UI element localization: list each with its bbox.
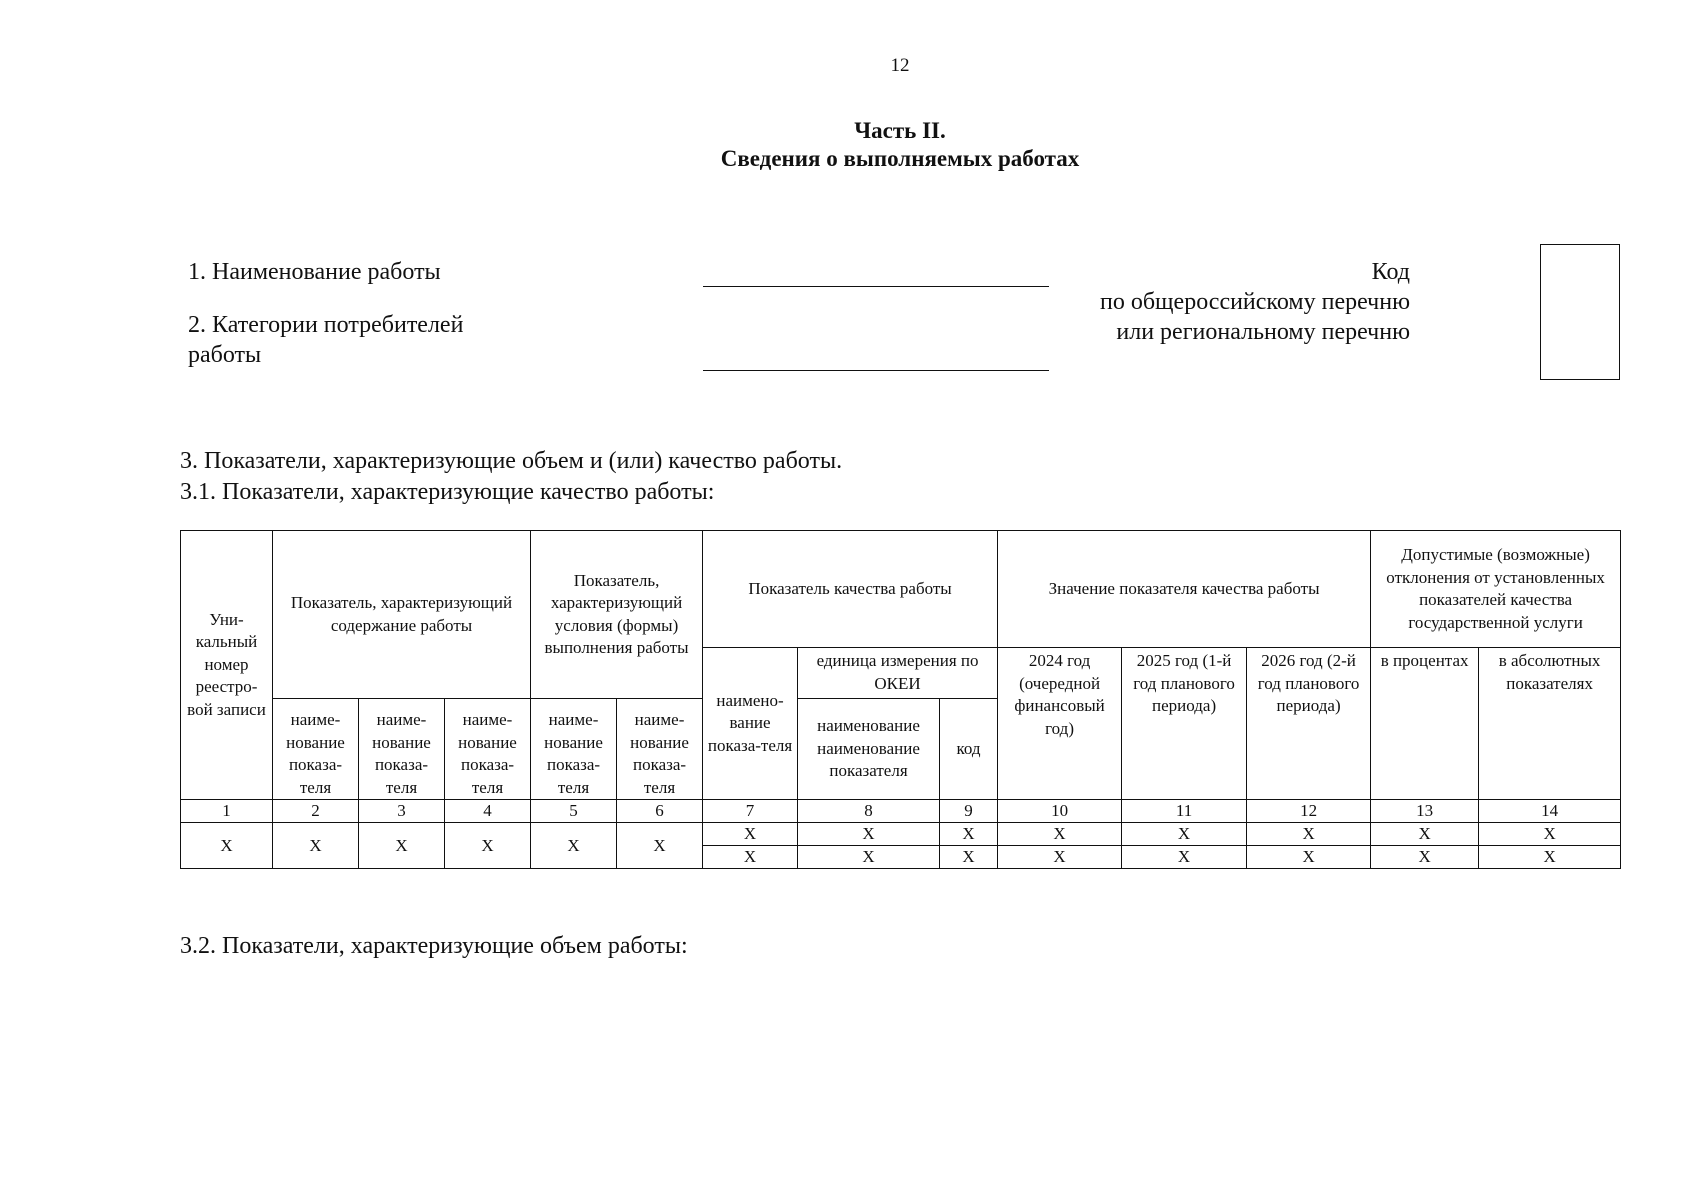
year-2026-header: 2026 год (2-й год планового периода) xyxy=(1247,648,1371,800)
work-name-line[interactable] xyxy=(703,286,1049,287)
table-cell: X xyxy=(181,823,273,869)
column-number: 9 xyxy=(940,800,998,823)
code-box[interactable] xyxy=(1540,244,1620,380)
part-title: Часть II. xyxy=(854,118,946,143)
quality-value-group-header: Значение показателя качества работы xyxy=(998,531,1371,648)
code-label-line1: Код xyxy=(1371,259,1410,285)
code-label-line3: или региональному перечню xyxy=(1116,319,1410,345)
unit-code-header: код xyxy=(940,699,998,800)
conditions-indicator-name-header: наиме-нование показа-теля xyxy=(617,699,703,800)
table-cell: X xyxy=(445,823,531,869)
column-number: 13 xyxy=(1371,800,1479,823)
section-3-1-heading: 3.1. Показатели, характеризующие качество работы: xyxy=(180,479,715,505)
code-label-line2: по общероссийскому перечню xyxy=(1100,289,1410,315)
table-cell: X xyxy=(703,846,798,869)
deviation-group-header: Допустимые (возможные) отклонения от установленных показателей качества государственной услуги xyxy=(1371,531,1621,648)
table-cell: X xyxy=(617,823,703,869)
part-subtitle: Сведения о выполняемых работах xyxy=(720,146,1080,171)
work-name-label: 1. Наименование работы xyxy=(188,259,441,285)
column-number: 14 xyxy=(1479,800,1621,823)
table-cell: X xyxy=(1371,846,1479,869)
page-number: 12 xyxy=(890,55,910,76)
section-3-heading: 3. Показатели, характеризующие объем и (или) качество работы. xyxy=(180,448,843,474)
consumers-line[interactable] xyxy=(703,370,1049,371)
deviation-percent-header: в процентах xyxy=(1371,648,1479,800)
year-2025-header: 2025 год (1-й год планового периода) xyxy=(1122,648,1247,800)
table-cell: X xyxy=(1371,823,1479,846)
table-cell: X xyxy=(940,823,998,846)
table-cell: X xyxy=(1247,823,1371,846)
consumers-label-line2: работы xyxy=(188,342,262,368)
table-cell: X xyxy=(703,823,798,846)
table-row xyxy=(181,823,1621,846)
column-number: 6 xyxy=(617,800,703,823)
quality-indicator-name-header: наимено-вание показа-теля xyxy=(703,648,798,800)
column-number: 3 xyxy=(359,800,445,823)
content-indicator-name-header: наиме-нование показа-теля xyxy=(273,699,359,800)
quality-indicator-group-header: Показатель качества работы xyxy=(703,531,998,648)
table-cell: X xyxy=(798,846,940,869)
content-indicator-name-header: наиме-нование показа-теля xyxy=(445,699,531,800)
column-number: 5 xyxy=(531,800,617,823)
table-cell: X xyxy=(940,846,998,869)
column-number: 12 xyxy=(1247,800,1371,823)
code-label xyxy=(1100,257,1410,347)
column-number: 11 xyxy=(1122,800,1247,823)
content-indicator-name-header: наиме-нование показа-теля xyxy=(359,699,445,800)
unit-okei-group-header: единица измерения по ОКЕИ xyxy=(798,648,998,699)
column-number: 2 xyxy=(273,800,359,823)
unit-name-header: наименование наименование показателя xyxy=(798,699,940,800)
column-number: 10 xyxy=(998,800,1122,823)
column-number-row xyxy=(181,800,1621,823)
unique-record-number-header: Уни-кальный номер реестро-вой записи xyxy=(181,531,273,800)
table-cell: X xyxy=(798,823,940,846)
deviation-absolute-header: в абсолютных показателях xyxy=(1479,648,1621,800)
table-cell: X xyxy=(998,846,1122,869)
consumers-label-line1: 2. Категории потребителей xyxy=(188,312,464,338)
table-cell: X xyxy=(1122,846,1247,869)
table-cell: X xyxy=(1122,823,1247,846)
column-number: 8 xyxy=(798,800,940,823)
table-cell: X xyxy=(359,823,445,869)
column-number: 7 xyxy=(703,800,798,823)
column-number: 1 xyxy=(181,800,273,823)
table-cell: X xyxy=(273,823,359,869)
table-cell: X xyxy=(998,823,1122,846)
column-number: 4 xyxy=(445,800,531,823)
quality-indicators-table xyxy=(180,530,1621,869)
content-indicator-group-header: Показатель, характеризующий содержание работы xyxy=(273,531,531,699)
table-cell: X xyxy=(1479,846,1621,869)
section-3-2-heading: 3.2. Показатели, характеризующие объем работы: xyxy=(180,933,688,959)
table-cell: X xyxy=(1479,823,1621,846)
year-2024-header: 2024 год (очередной финансовый год) xyxy=(998,648,1122,800)
conditions-indicator-name-header: наиме-нование показа-теля xyxy=(531,699,617,800)
table-cell: X xyxy=(531,823,617,869)
conditions-indicator-group-header: Показатель, характеризующий условия (формы) выполнения работы xyxy=(531,531,703,699)
table-cell: X xyxy=(1247,846,1371,869)
